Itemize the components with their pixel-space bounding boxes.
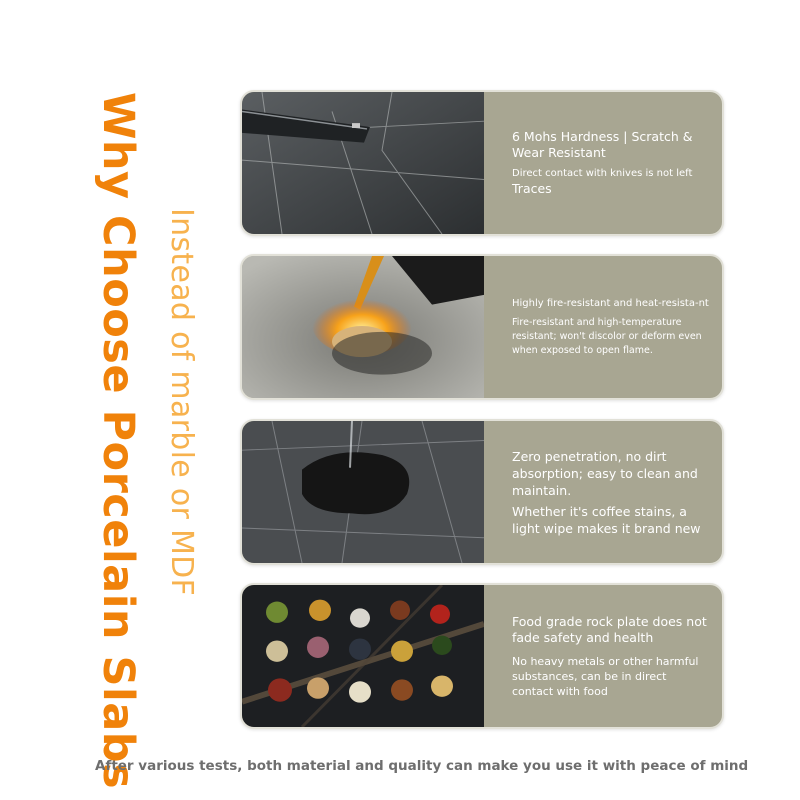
feature-description: Fire-resistant and high-temperature resistant; won't discolor or deform even when exposed to open flame. xyxy=(512,316,702,356)
feature-card-hardness xyxy=(240,90,724,236)
feature-card-stain-resistant xyxy=(240,419,724,565)
feature-card-fire-resistant xyxy=(240,254,724,400)
page-title: Why Choose Porcelain Slabs xyxy=(93,92,143,790)
feature-heading: Zero penetration, no dirt absorption; easy to clean and maintain. xyxy=(512,448,698,498)
page-subtitle: Instead of marble or MDF xyxy=(164,208,199,597)
feature-heading: 6 Mohs Hardness | Scratch & Wear Resistant xyxy=(512,129,693,160)
torch-flame-on-slab-photo xyxy=(242,256,484,398)
coffee-spill-on-slab-photo xyxy=(242,421,484,563)
knife-on-slab-photo xyxy=(242,92,484,234)
feature-card-food-grade xyxy=(240,583,724,729)
feature-heading: Food grade rock plate does not fade safety and health xyxy=(512,613,707,645)
feature-description: Whether it's coffee stains, a light wipe makes it brand new xyxy=(512,503,701,536)
footer-statement: After various tests, both material and quality can make you use it with peace of mind xyxy=(95,758,749,774)
feature-description: No heavy metals or other harmful substances, can be in direct contact with food xyxy=(512,654,699,698)
feature-note: Traces xyxy=(512,181,552,196)
feature-heading: Highly fire-resistant and heat-resista-nt xyxy=(512,297,709,309)
feature-description: Direct contact with knives is not left xyxy=(512,168,693,179)
spices-on-slab-photo xyxy=(242,585,484,727)
